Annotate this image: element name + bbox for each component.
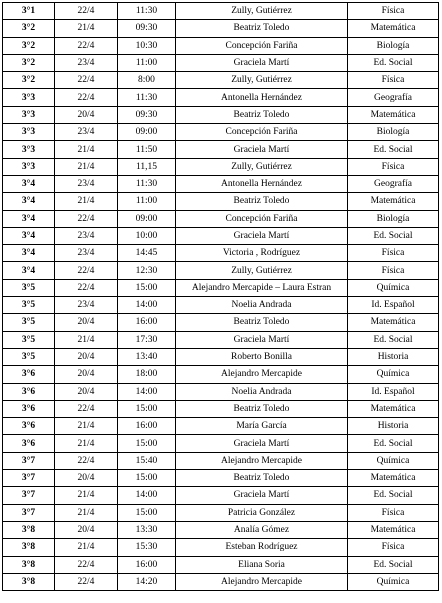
teacher-cell: Roberto Bonilla (176, 348, 348, 365)
subject-cell: Biología (348, 37, 439, 54)
date-cell: 21/4 (55, 487, 118, 504)
teacher-cell: Patricia González (176, 504, 348, 521)
teacher-cell: Zully, Gutiérrez (176, 158, 348, 175)
date-cell: 20/4 (55, 348, 118, 365)
table-row (3, 556, 439, 573)
course-cell: 3°5 (3, 314, 55, 331)
subject-cell: Química (348, 573, 439, 590)
date-cell: 23/4 (55, 124, 118, 141)
table-row (3, 141, 439, 158)
table-row (3, 504, 439, 521)
subject-cell: Química (348, 452, 439, 469)
time-cell: 10:00 (118, 227, 176, 244)
time-cell: 16:00 (118, 556, 176, 573)
course-cell: 3°1 (3, 3, 55, 20)
date-cell: 21/4 (55, 193, 118, 210)
table-row (3, 348, 439, 365)
course-cell: 3°4 (3, 227, 55, 244)
teacher-cell: Alejandro Mercapide (176, 452, 348, 469)
subject-cell: Historia (348, 418, 439, 435)
table-row (3, 314, 439, 331)
course-cell: 3°7 (3, 452, 55, 469)
table-row (3, 470, 439, 487)
teacher-cell: Concepción Fariña (176, 37, 348, 54)
date-cell: 22/4 (55, 573, 118, 590)
course-cell: 3°8 (3, 556, 55, 573)
time-cell: 14:20 (118, 573, 176, 590)
time-cell: 09:00 (118, 210, 176, 227)
table-row (3, 383, 439, 400)
time-cell: 15:00 (118, 435, 176, 452)
course-cell: 3°5 (3, 331, 55, 348)
subject-cell: Id. Español (348, 297, 439, 314)
table-row (3, 158, 439, 175)
date-cell: 20/4 (55, 106, 118, 123)
course-cell: 3°3 (3, 141, 55, 158)
date-cell: 20/4 (55, 366, 118, 383)
date-cell: 22/4 (55, 556, 118, 573)
course-cell: 3°4 (3, 245, 55, 262)
time-cell: 11,15 (118, 158, 176, 175)
time-cell: 14:00 (118, 383, 176, 400)
time-cell: 12:30 (118, 262, 176, 279)
course-cell: 3°3 (3, 106, 55, 123)
table-row (3, 262, 439, 279)
time-cell: 11:00 (118, 193, 176, 210)
time-cell: 15:00 (118, 279, 176, 296)
time-cell: 15:00 (118, 504, 176, 521)
table-row (3, 124, 439, 141)
subject-cell: Ed. Social (348, 331, 439, 348)
subject-cell: Física (348, 3, 439, 20)
course-cell: 3°3 (3, 158, 55, 175)
course-cell: 3°2 (3, 37, 55, 54)
table-row (3, 400, 439, 417)
teacher-cell: Graciela Martí (176, 331, 348, 348)
teacher-cell: Beatriz Toledo (176, 106, 348, 123)
subject-cell: Biología (348, 124, 439, 141)
table-row (3, 227, 439, 244)
date-cell: 22/4 (55, 89, 118, 106)
table-row (3, 521, 439, 538)
date-cell: 21/4 (55, 158, 118, 175)
subject-cell: Física (348, 262, 439, 279)
course-cell: 3°3 (3, 89, 55, 106)
course-cell: 3°2 (3, 72, 55, 89)
teacher-cell: Beatriz Toledo (176, 400, 348, 417)
teacher-cell: Antonella Hernández (176, 89, 348, 106)
teacher-cell: Graciela Martí (176, 227, 348, 244)
date-cell: 21/4 (55, 418, 118, 435)
date-cell: 20/4 (55, 314, 118, 331)
time-cell: 11:00 (118, 54, 176, 71)
time-cell: 18:00 (118, 366, 176, 383)
subject-cell: Química (348, 366, 439, 383)
table-row (3, 245, 439, 262)
course-cell: 3°4 (3, 262, 55, 279)
course-cell: 3°2 (3, 54, 55, 71)
teacher-cell: Zully, Gutiérrez (176, 262, 348, 279)
teacher-cell: Alejandro Mercapide (176, 573, 348, 590)
table-row (3, 366, 439, 383)
subject-cell: Matemática (348, 521, 439, 538)
course-cell: 3°7 (3, 504, 55, 521)
course-cell: 3°5 (3, 348, 55, 365)
subject-cell: Ed. Social (348, 54, 439, 71)
table-row (3, 435, 439, 452)
course-cell: 3°6 (3, 435, 55, 452)
table-row (3, 54, 439, 71)
course-cell: 3°4 (3, 210, 55, 227)
date-cell: 23/4 (55, 227, 118, 244)
course-cell: 3°8 (3, 573, 55, 590)
time-cell: 11:30 (118, 3, 176, 20)
teacher-cell: Concepción Fariña (176, 210, 348, 227)
course-cell: 3°5 (3, 297, 55, 314)
subject-cell: Física (348, 504, 439, 521)
table-row (3, 193, 439, 210)
subject-cell: Matemática (348, 470, 439, 487)
date-cell: 20/4 (55, 521, 118, 538)
date-cell: 21/4 (55, 504, 118, 521)
time-cell: 09:30 (118, 20, 176, 37)
date-cell: 22/4 (55, 279, 118, 296)
date-cell: 22/4 (55, 400, 118, 417)
subject-cell: Id. Español (348, 383, 439, 400)
date-cell: 21/4 (55, 141, 118, 158)
date-cell: 22/4 (55, 72, 118, 89)
date-cell: 22/4 (55, 37, 118, 54)
table-row (3, 418, 439, 435)
course-cell: 3°6 (3, 418, 55, 435)
subject-cell: Química (348, 279, 439, 296)
teacher-cell: Noelia Andrada (176, 297, 348, 314)
date-cell: 20/4 (55, 470, 118, 487)
date-cell: 23/4 (55, 297, 118, 314)
time-cell: 17:30 (118, 331, 176, 348)
time-cell: 16:00 (118, 418, 176, 435)
course-cell: 3°8 (3, 539, 55, 556)
time-cell: 11:30 (118, 175, 176, 192)
time-cell: 11:30 (118, 89, 176, 106)
teacher-cell: Analía Gómez (176, 521, 348, 538)
table-row (3, 573, 439, 590)
subject-cell: Ed. Social (348, 141, 439, 158)
date-cell: 21/4 (55, 331, 118, 348)
time-cell: 13:40 (118, 348, 176, 365)
teacher-cell: Zully, Gutiérrez (176, 72, 348, 89)
table-row (3, 72, 439, 89)
time-cell: 13:30 (118, 521, 176, 538)
course-cell: 3°5 (3, 279, 55, 296)
subject-cell: Matemática (348, 314, 439, 331)
course-cell: 3°4 (3, 175, 55, 192)
teacher-cell: Noelia Andrada (176, 383, 348, 400)
time-cell: 16:00 (118, 314, 176, 331)
time-cell: 15:00 (118, 470, 176, 487)
date-cell: 21/4 (55, 20, 118, 37)
date-cell: 20/4 (55, 383, 118, 400)
teacher-cell: María García (176, 418, 348, 435)
table-row (3, 452, 439, 469)
exam-schedule-table (2, 2, 439, 591)
teacher-cell: Eliana Soria (176, 556, 348, 573)
teacher-cell: Beatriz Toledo (176, 470, 348, 487)
subject-cell: Matemática (348, 20, 439, 37)
subject-cell: Ed. Social (348, 227, 439, 244)
date-cell: 23/4 (55, 245, 118, 262)
subject-cell: Física (348, 72, 439, 89)
course-cell: 3°2 (3, 20, 55, 37)
teacher-cell: Zully, Gutiérrez (176, 3, 348, 20)
table-row (3, 539, 439, 556)
subject-cell: Ed. Social (348, 556, 439, 573)
schedule-table-body (3, 3, 439, 591)
date-cell: 23/4 (55, 175, 118, 192)
date-cell: 21/4 (55, 435, 118, 452)
subject-cell: Matemática (348, 193, 439, 210)
table-row (3, 279, 439, 296)
time-cell: 09:00 (118, 124, 176, 141)
course-cell: 3°6 (3, 400, 55, 417)
course-cell: 3°7 (3, 470, 55, 487)
teacher-cell: Victoria , Rodríguez (176, 245, 348, 262)
date-cell: 22/4 (55, 452, 118, 469)
subject-cell: Física (348, 245, 439, 262)
time-cell: 15:00 (118, 400, 176, 417)
time-cell: 11:50 (118, 141, 176, 158)
time-cell: 10:30 (118, 37, 176, 54)
teacher-cell: Esteban Rodríguez (176, 539, 348, 556)
time-cell: 14:45 (118, 245, 176, 262)
table-row (3, 210, 439, 227)
time-cell: 14:00 (118, 487, 176, 504)
table-row (3, 297, 439, 314)
teacher-cell: Antonella Hernández (176, 175, 348, 192)
course-cell: 3°6 (3, 366, 55, 383)
teacher-cell: Beatriz Toledo (176, 20, 348, 37)
subject-cell: Física (348, 158, 439, 175)
teacher-cell: Graciela Martí (176, 435, 348, 452)
subject-cell: Ed. Social (348, 487, 439, 504)
date-cell: 22/4 (55, 3, 118, 20)
table-row (3, 20, 439, 37)
teacher-cell: Beatriz Toledo (176, 193, 348, 210)
course-cell: 3°6 (3, 383, 55, 400)
teacher-cell: Concepción Fariña (176, 124, 348, 141)
subject-cell: Geografía (348, 175, 439, 192)
time-cell: 15:30 (118, 539, 176, 556)
table-row (3, 89, 439, 106)
table-row (3, 175, 439, 192)
subject-cell: Geografía (348, 89, 439, 106)
teacher-cell: Graciela Martí (176, 487, 348, 504)
time-cell: 15:40 (118, 452, 176, 469)
subject-cell: Historia (348, 348, 439, 365)
date-cell: 21/4 (55, 539, 118, 556)
teacher-cell: Beatriz Toledo (176, 314, 348, 331)
table-row (3, 3, 439, 20)
teacher-cell: Alejandro Mercapide (176, 366, 348, 383)
course-cell: 3°3 (3, 124, 55, 141)
date-cell: 23/4 (55, 54, 118, 71)
subject-cell: Física (348, 539, 439, 556)
time-cell: 14:00 (118, 297, 176, 314)
subject-cell: Biología (348, 210, 439, 227)
subject-cell: Matemática (348, 106, 439, 123)
table-row (3, 331, 439, 348)
teacher-cell: Graciela Martí (176, 141, 348, 158)
date-cell: 22/4 (55, 262, 118, 279)
teacher-cell: Graciela Martí (176, 54, 348, 71)
date-cell: 22/4 (55, 210, 118, 227)
subject-cell: Ed. Social (348, 435, 439, 452)
table-row (3, 106, 439, 123)
time-cell: 8:00 (118, 72, 176, 89)
course-cell: 3°7 (3, 487, 55, 504)
time-cell: 09:30 (118, 106, 176, 123)
course-cell: 3°4 (3, 193, 55, 210)
subject-cell: Matemática (348, 400, 439, 417)
course-cell: 3°8 (3, 521, 55, 538)
teacher-cell: Alejandro Mercapide – Laura Estran (176, 279, 348, 296)
table-row (3, 487, 439, 504)
table-row (3, 37, 439, 54)
